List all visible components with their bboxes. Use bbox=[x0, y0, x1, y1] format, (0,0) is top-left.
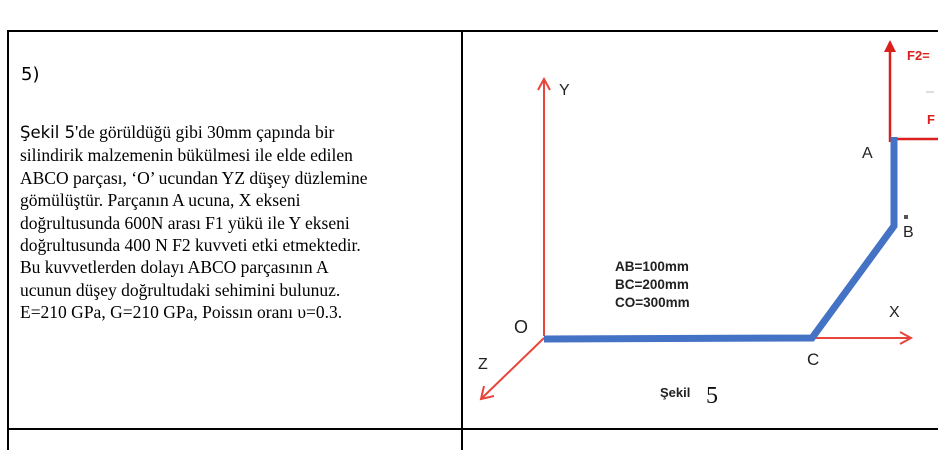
beam-abco bbox=[544, 137, 894, 339]
question-line-6: doğrultusunda 400 N F2 kuvveti etki etmektedir. bbox=[20, 235, 361, 256]
figure-caption-number: 5 bbox=[706, 383, 718, 409]
f2-arrowhead bbox=[884, 40, 896, 52]
f1-label: F bbox=[927, 112, 935, 127]
question-line-2: silindirik malzemenin bükülmesi ile elde edilen bbox=[20, 145, 353, 166]
question-line-8: ucunun düşey doğrultudaki sehimini bulunuz. bbox=[20, 279, 341, 300]
figure-caption-word: Şekil bbox=[660, 385, 691, 400]
beam-figure bbox=[463, 32, 938, 428]
question-line-3: ABCO parçası, ‘O’ ucundan YZ düşey düzlemine bbox=[20, 167, 368, 188]
z-axis bbox=[482, 338, 544, 398]
question-line-9: E=210 GPa, G=210 GPa, Poissın oranı υ=0.3. bbox=[20, 302, 343, 323]
y-axis-label: Y bbox=[559, 82, 570, 99]
question-line-5: doğrultusunda 600N arası F1 yükü ile Y ekseni bbox=[20, 212, 350, 233]
dim-bc: BC=200mm bbox=[615, 277, 689, 292]
point-c-label: C bbox=[807, 350, 820, 369]
row-divider bbox=[7, 428, 938, 430]
z-axis-label: Z bbox=[478, 356, 488, 373]
figure-reference: Şekil 5 bbox=[20, 123, 76, 142]
point-a-label: A bbox=[862, 145, 873, 162]
question-text bbox=[20, 121, 460, 324]
f2-label: F2= bbox=[907, 48, 930, 63]
point-b-label: B bbox=[903, 224, 914, 241]
question-line-1: Şekil 5'de görüldüğü gibi 30mm çapında bir bbox=[20, 122, 335, 142]
x-axis-label: X bbox=[889, 304, 900, 321]
dim-ab: AB=100mm bbox=[615, 259, 689, 274]
question-number: 5) bbox=[21, 64, 40, 85]
question-line-4: gömülüştür. Parçanın A ucuna, X ekseni bbox=[20, 190, 301, 211]
dim-co: CO=300mm bbox=[615, 295, 690, 310]
point-o-label: O bbox=[514, 317, 529, 337]
question-line-7: Bu kuvvetlerden dolayı ABCO parçasının A bbox=[20, 257, 329, 278]
point-b-marker bbox=[904, 215, 908, 219]
